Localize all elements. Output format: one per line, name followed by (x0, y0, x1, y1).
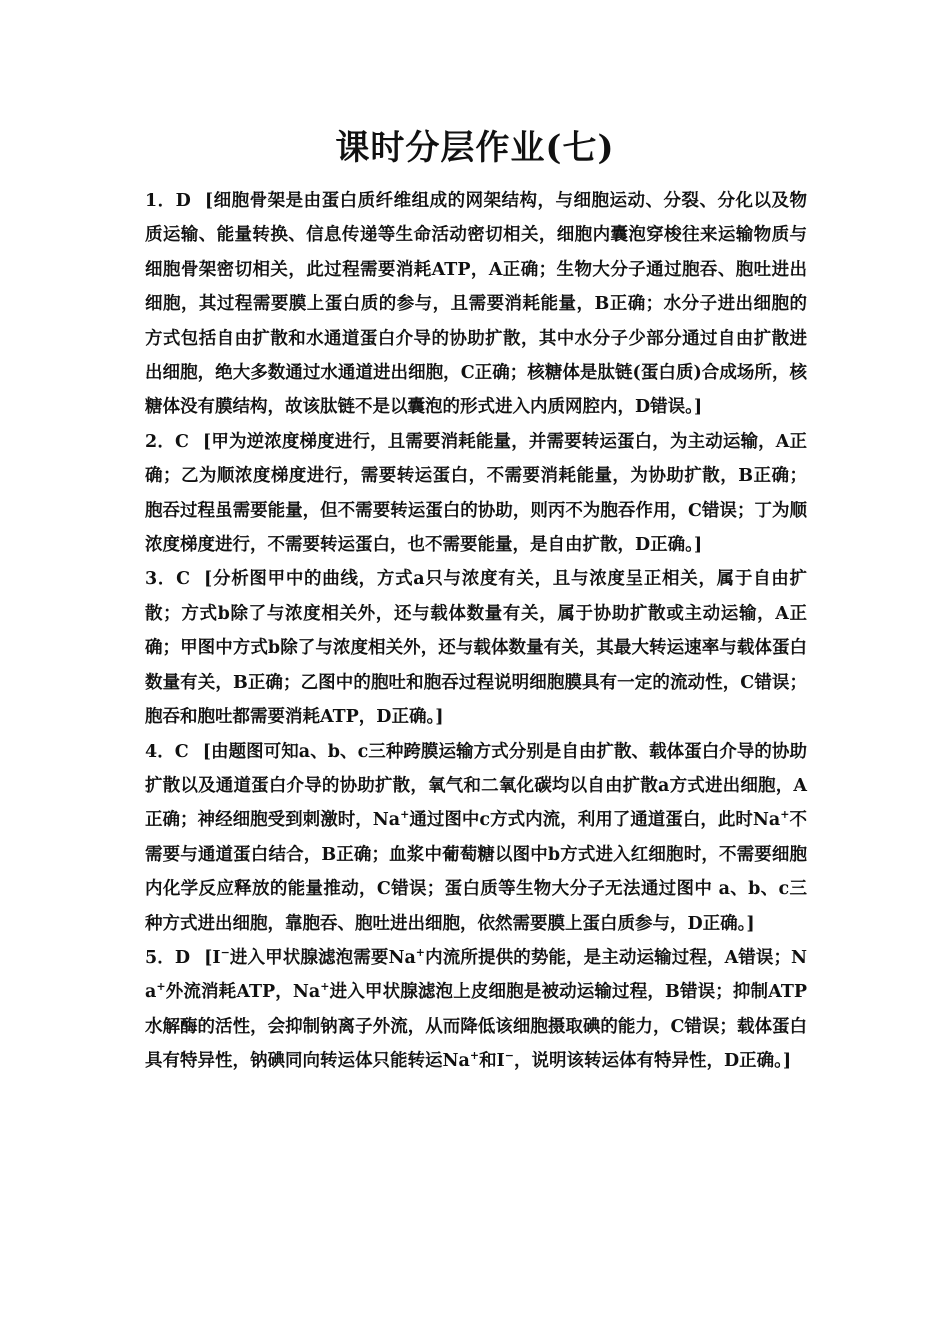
item-explanation-part: [由题图可知a、b、c三种跨膜运输方式分别是自由扩散、载体蛋白介导的协助扩散以及通道蛋白介导的协助扩散，氧气和二氧化碳均以自由扩散a方式进出细胞，A正确；神经细胞受到刺激时，Na (145, 741, 807, 831)
answer-item-2 (145, 425, 807, 563)
item-answer: C (176, 569, 191, 590)
answer-item-3 (145, 562, 807, 734)
item-number: 4． (145, 741, 175, 762)
superscript-minus: − (220, 946, 230, 960)
item-explanation-part: 通过图中c方式内流，利用了通道蛋白，此时Na (409, 810, 781, 831)
superscript-minus: − (504, 1049, 514, 1063)
superscript-plus: + (156, 980, 166, 994)
superscript-plus: + (415, 946, 426, 960)
item-explanation: [分析图甲中的曲线，方式a只与浓度有关，且与浓度呈正相关，属于自由扩散；方式b除了与浓度相关外，还与载体数量有关，属于协助扩散或主动运输，A正确；甲图中方式b除了与浓度相关外，还与载体数量有关，其最大转运速率与载体蛋白数量有关，B正确；乙图中的胞吐和胞吞过程说明细胞膜具有一定的流动性，C错误；胞吞和胞吐都需要消耗ATP，D正确。] (145, 569, 807, 728)
item-explanation-part: 不需要与通道蛋白结合，B正确；血浆中葡萄糖以图中b方式进入红细胞时，不需要细胞内化学反应释放的能量推动，C错误；蛋白质等生物大分子无法通过图中 a、b、c三种方式进出细胞，靠胞吞、胞吐进出细胞，依然需要膜上蛋白质参与，D正确。] (145, 810, 807, 934)
item-answer: C (174, 431, 189, 452)
item-number: 2． (145, 431, 175, 452)
page-title: 课时分层作业(七) (335, 128, 615, 168)
item-explanation: [细胞骨架是由蛋白质纤维组成的网架结构，与细胞运动、分裂、分化以及物质运输、能量转换、信息传递等生命活动密切相关，细胞内囊泡穿梭往来运输物质与细胞骨架密切相关，此过程需要消耗ATP，A正确；生物大分子通过胞吞、胞吐进出细胞，其过程需要膜上蛋白质的参与，且需要消耗能量，B正确；水分子进出细胞的方式包括自由扩散和水通道蛋白介导的协助扩散，其中水分子少部分通过自由扩散进出细胞，绝大多数通过水通道进出细胞，C正确；核糖体是肽链(蛋白质)合成场所，核糖体没有膜结构，故该肽链不是以囊泡的形式进入内质网腔内，D错误。] (145, 191, 807, 418)
answer-item-5 (145, 941, 807, 1079)
item-explanation: [甲为逆浓度梯度进行，且需要消耗能量，并需要转运蛋白，为主动运输，A正确；乙为顺浓度梯度进行，需要转运蛋白，不需要消耗能量，为协助扩散，B正确；胞吞过程虽需要能量，但不需要转运蛋白的协助，则丙不为胞吞作用，C错误；丁为顺浓度梯度进行，不需要转运蛋白，也不需要能量，是自由扩散，D正确。] (145, 431, 807, 556)
superscript-plus: + (400, 808, 410, 822)
superscript-plus: + (780, 808, 790, 822)
superscript-plus: + (469, 1049, 480, 1063)
item-explanation-part: 进入甲状腺滤泡需要Na (229, 947, 416, 968)
item-answer: D (175, 191, 191, 211)
item-explanation-part: 内流所提供的势能，是主动运输过程，A错误；Na (145, 947, 808, 1003)
item-answer: C (174, 741, 189, 762)
item-number: 5． (145, 947, 175, 968)
item-number: 1． (145, 191, 176, 211)
item-explanation-part: ，说明该转运体有特异性，D正确。] (513, 1051, 792, 1072)
item-answer: D (174, 947, 191, 968)
answer-item-4 (145, 735, 807, 941)
item-explanation-part: 进入甲状腺滤泡上皮细胞是被动运输过程，B错误；抑制ATP水解酶的活性，会抑制钠离子外流，从而降低该细胞摄取碘的能力，C错误；载体蛋白具有特异性，钠碘同向转运体只能转运Na (145, 982, 808, 1072)
item-number: 3． (145, 569, 177, 590)
item-explanation-part: 外流消耗ATP，Na (165, 982, 321, 1003)
answer-list (145, 184, 807, 1079)
item-explanation-part: 和I (479, 1051, 505, 1072)
superscript-plus: + (320, 980, 330, 994)
answer-item-1 (145, 184, 807, 425)
item-explanation-part: [I (204, 947, 221, 968)
